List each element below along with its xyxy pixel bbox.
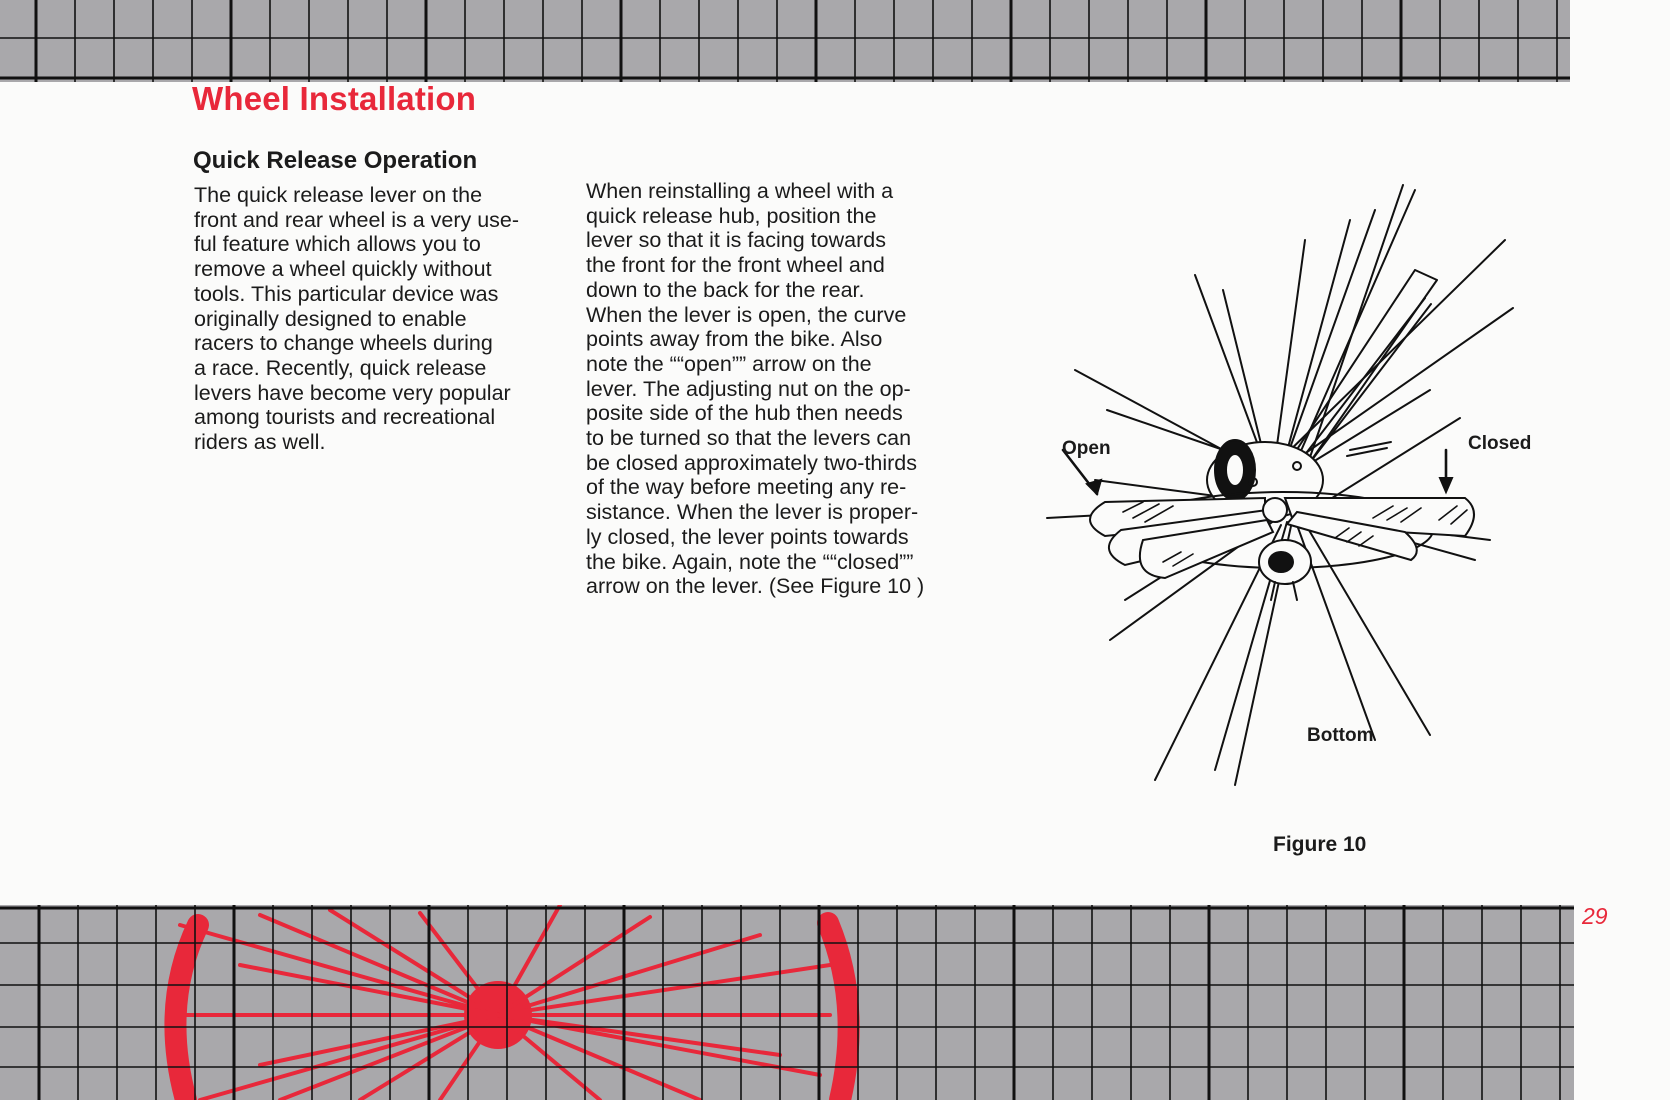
text-line: among tourists and recreational (194, 405, 496, 430)
text-line: remove a wheel quickly without (194, 257, 492, 282)
text-line: points away from the bike. Also (586, 327, 883, 352)
text-line: racers to change wheels during (194, 331, 493, 356)
text-line: to be turned so that the levers can (586, 426, 912, 451)
page-title: Wheel Installation (192, 80, 477, 117)
text-line: note the ““open”” arrow on the (586, 351, 872, 376)
text-line: ful feature which allows you to (194, 232, 481, 257)
bottom-grid-band (0, 905, 1574, 1100)
text-line: be closed approximately two-thirds (586, 450, 918, 475)
text-line: originally designed to enable (194, 306, 467, 331)
text-line: tools. This particular device was (194, 281, 499, 306)
text-line: levers have become very popular (194, 380, 511, 405)
section-subheading: Quick Release Operation (193, 147, 478, 174)
top-grid-band (0, 0, 1570, 82)
text-line: When reinstalling a wheel with a (586, 179, 894, 203)
text-line: riders as well. (194, 430, 326, 455)
text-line: the front for the front wheel and (586, 253, 885, 278)
text-line: of the way before meeting any re- (586, 475, 907, 500)
figure-caption: Figure 10 (1273, 833, 1367, 856)
text-line: posite side of the hub then needs (586, 401, 903, 426)
text-line: ly closed, the lever points towards (586, 524, 909, 549)
page-number: 29 (1582, 903, 1608, 929)
text-line: down to the back for the rear. (586, 277, 865, 302)
text-line: When the lever is open, the curve (586, 302, 907, 327)
quick-release-hub-illustration (1035, 180, 1540, 790)
text-line: quick release hub, position the (586, 203, 877, 228)
text-line: a race. Recently, quick release (194, 355, 487, 380)
text-line: lever. The adjusting nut on the op- (586, 376, 911, 401)
text-line: arrow on the lever. (See Figure 10 ) (586, 574, 925, 599)
text-line: lever so that it is facing towards (586, 228, 886, 253)
label-open: Open (1062, 438, 1111, 459)
text-line: The quick release lever on the (194, 183, 483, 207)
text-line: front and rear wheel is a very use- (194, 207, 520, 232)
label-closed: Closed (1468, 433, 1532, 454)
text-line: the bike. Again, note the ““closed”” (586, 549, 914, 574)
left-text-column (194, 183, 519, 455)
label-bottom: Bottom (1307, 725, 1374, 746)
right-text-column (586, 179, 924, 599)
text-line: sistance. When the lever is proper- (586, 500, 919, 525)
